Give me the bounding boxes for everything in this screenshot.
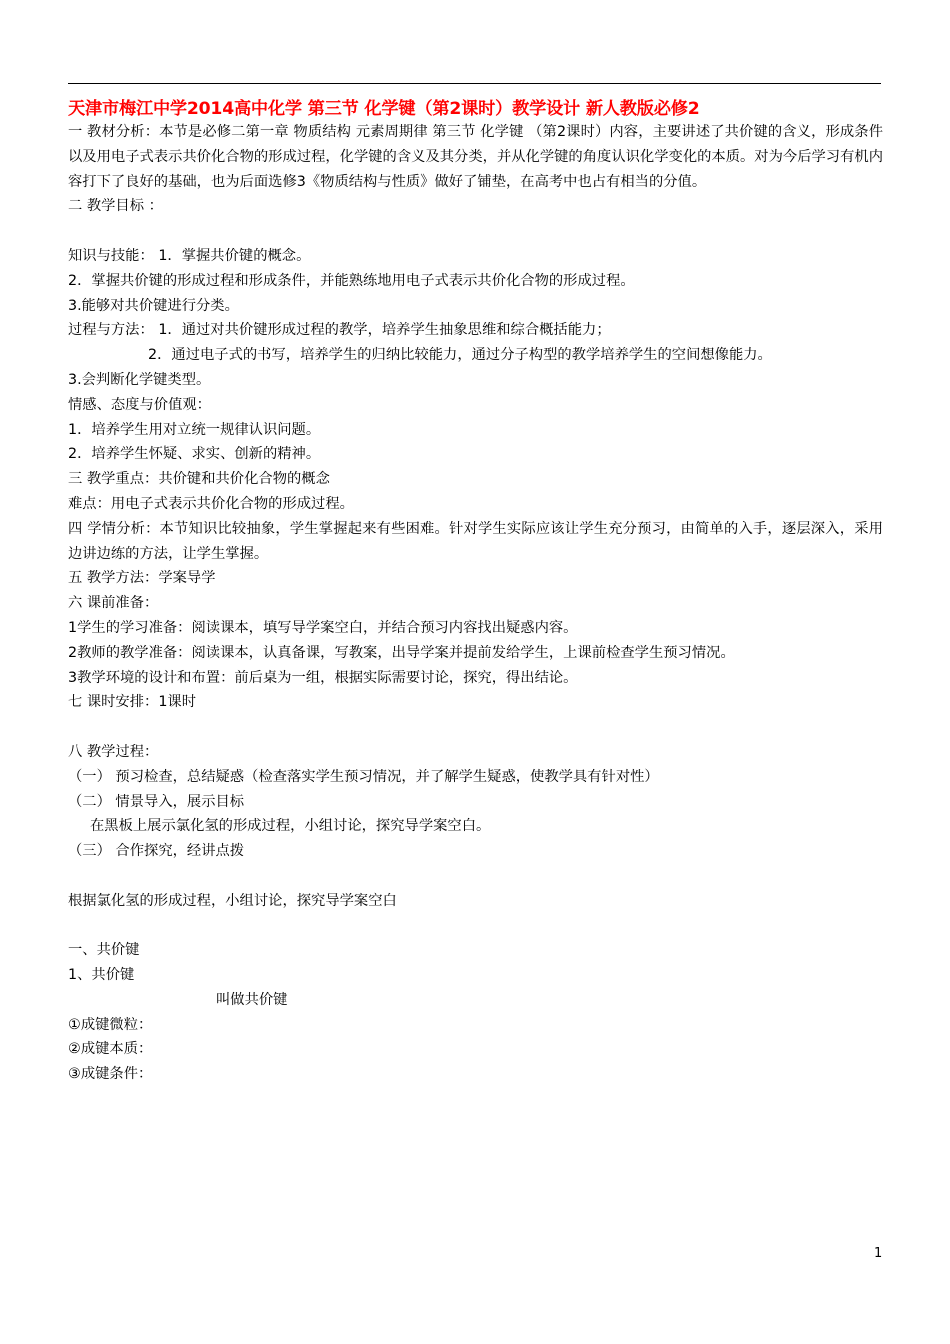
knowledge-skill-line-1: 知识与技能： 1．掌握共价键的概念。: [68, 247, 311, 264]
preparation-heading: 六 课前准备：: [68, 595, 159, 612]
emotion-heading: 情感、态度与价值观：: [68, 396, 211, 413]
bonding-essence-line: ②成键本质：: [68, 1041, 153, 1058]
emotion-line-1: 1．培养学生用对立统一规律认识问题。: [68, 421, 321, 438]
document-body: [68, 120, 883, 1087]
teaching-objectives-heading: 二 教学目标 ：: [68, 198, 163, 215]
key-points-line: 三 教学重点：共价键和共价化合物的概念: [68, 471, 330, 488]
header-rule: [68, 83, 881, 84]
process-step-2-detail: 在黑板上展示氯化氢的形成过程，小组讨论，探究导学案空白。: [90, 818, 491, 835]
bonding-condition-line: ③成键条件：: [68, 1066, 153, 1083]
covalent-bond-heading: 一、共价键: [68, 942, 140, 959]
process-method-line-3: 3.会判断化学键类型。: [68, 371, 211, 388]
teaching-method-line: 五 教学方法：学案导学: [68, 570, 216, 587]
knowledge-skill-line-2: 2．掌握共价键的形成过程和形成条件，并能熟练地用电子式表示共价化合物的形成过程。: [68, 272, 635, 289]
process-method-line-2: 2．通过电子式的书写，培养学生的归纳比较能力，通过分子构型的教学培养学生的空间想像能力。: [148, 347, 772, 364]
process-step-1: （一） 预习检查，总结疑惑（检查落实学生预习情况，并了解学生疑惑，使教学具有针对性）: [68, 768, 659, 785]
knowledge-skill-line-3: 3.能够对共价键进行分类。: [68, 297, 239, 314]
process-heading: 八 教学过程：: [68, 743, 159, 760]
textbook-analysis-paragraph: 一 教材分析：本节是必修二第一章 物质结构 元素周期律 第三节 化学键 （第2课时）内容，主要讲述了共价键的含义，形成条件以及用电子式表示共价化合物的形成过程，化学键的含义及其分类，并从化学键的角度认识化学变化的本质。对为今后学习有机内容打下了良好的基础，也为后面选修3《物质结构与性质》做好了铺垫，在高考中也占有相当的分值。: [68, 124, 883, 190]
student-analysis-paragraph: 四 学情分析：本节知识比较抽象，学生掌握起来有些困难。针对学生实际应该让学生充分预习，由简单的入手，逐层深入，采用边讲边练的方法，让学生掌握。: [68, 520, 883, 562]
discussion-line: 根据氯化氢的形成过程，小组讨论，探究导学案空白: [68, 892, 397, 909]
schedule-line: 七 课时安排：1课时: [68, 694, 197, 711]
preparation-line-3: 3教学环境的设计和布置：前后桌为一组，根据实际需要讨论，探究，得出结论。: [68, 669, 578, 686]
document-title: 天津市梅江中学2014高中化学 第三节 化学键（第2课时）教学设计 新人教版必修2: [68, 99, 700, 119]
spacer: [68, 715, 883, 740]
preparation-line-1: 1学生的学习准备：阅读课本，填写导学案空白，并结合预习内容找出疑惑内容。: [68, 619, 578, 636]
covalent-bond-definition-blank: 叫做共价键: [216, 991, 288, 1008]
spacer: [68, 219, 883, 244]
bonding-particles-line: ①成键微粒：: [68, 1016, 153, 1033]
difficulty-line: 难点：用电子式表示共价化合物的形成过程。: [68, 495, 354, 512]
preparation-line-2: 2教师的教学准备：阅读课本，认真备课，写教案，出导学案并提前发给学生，上课前检查学生预习情况。: [68, 644, 735, 661]
process-method-line-1: 过程与方法： 1．通过对共价键形成过程的教学，培养学生抽象思维和综合概括能力；: [68, 322, 611, 339]
process-step-3: （三） 合作探究，经讲点拨: [68, 843, 245, 860]
emotion-line-2: 2．培养学生怀疑、求实、创新的精神。: [68, 446, 321, 463]
page-number: 1: [874, 1246, 883, 1261]
process-step-2: （二） 情景导入，展示目标: [68, 793, 245, 810]
spacer: [68, 864, 883, 889]
spacer: [68, 914, 883, 939]
covalent-bond-subheading: 1、共价键: [68, 967, 135, 984]
